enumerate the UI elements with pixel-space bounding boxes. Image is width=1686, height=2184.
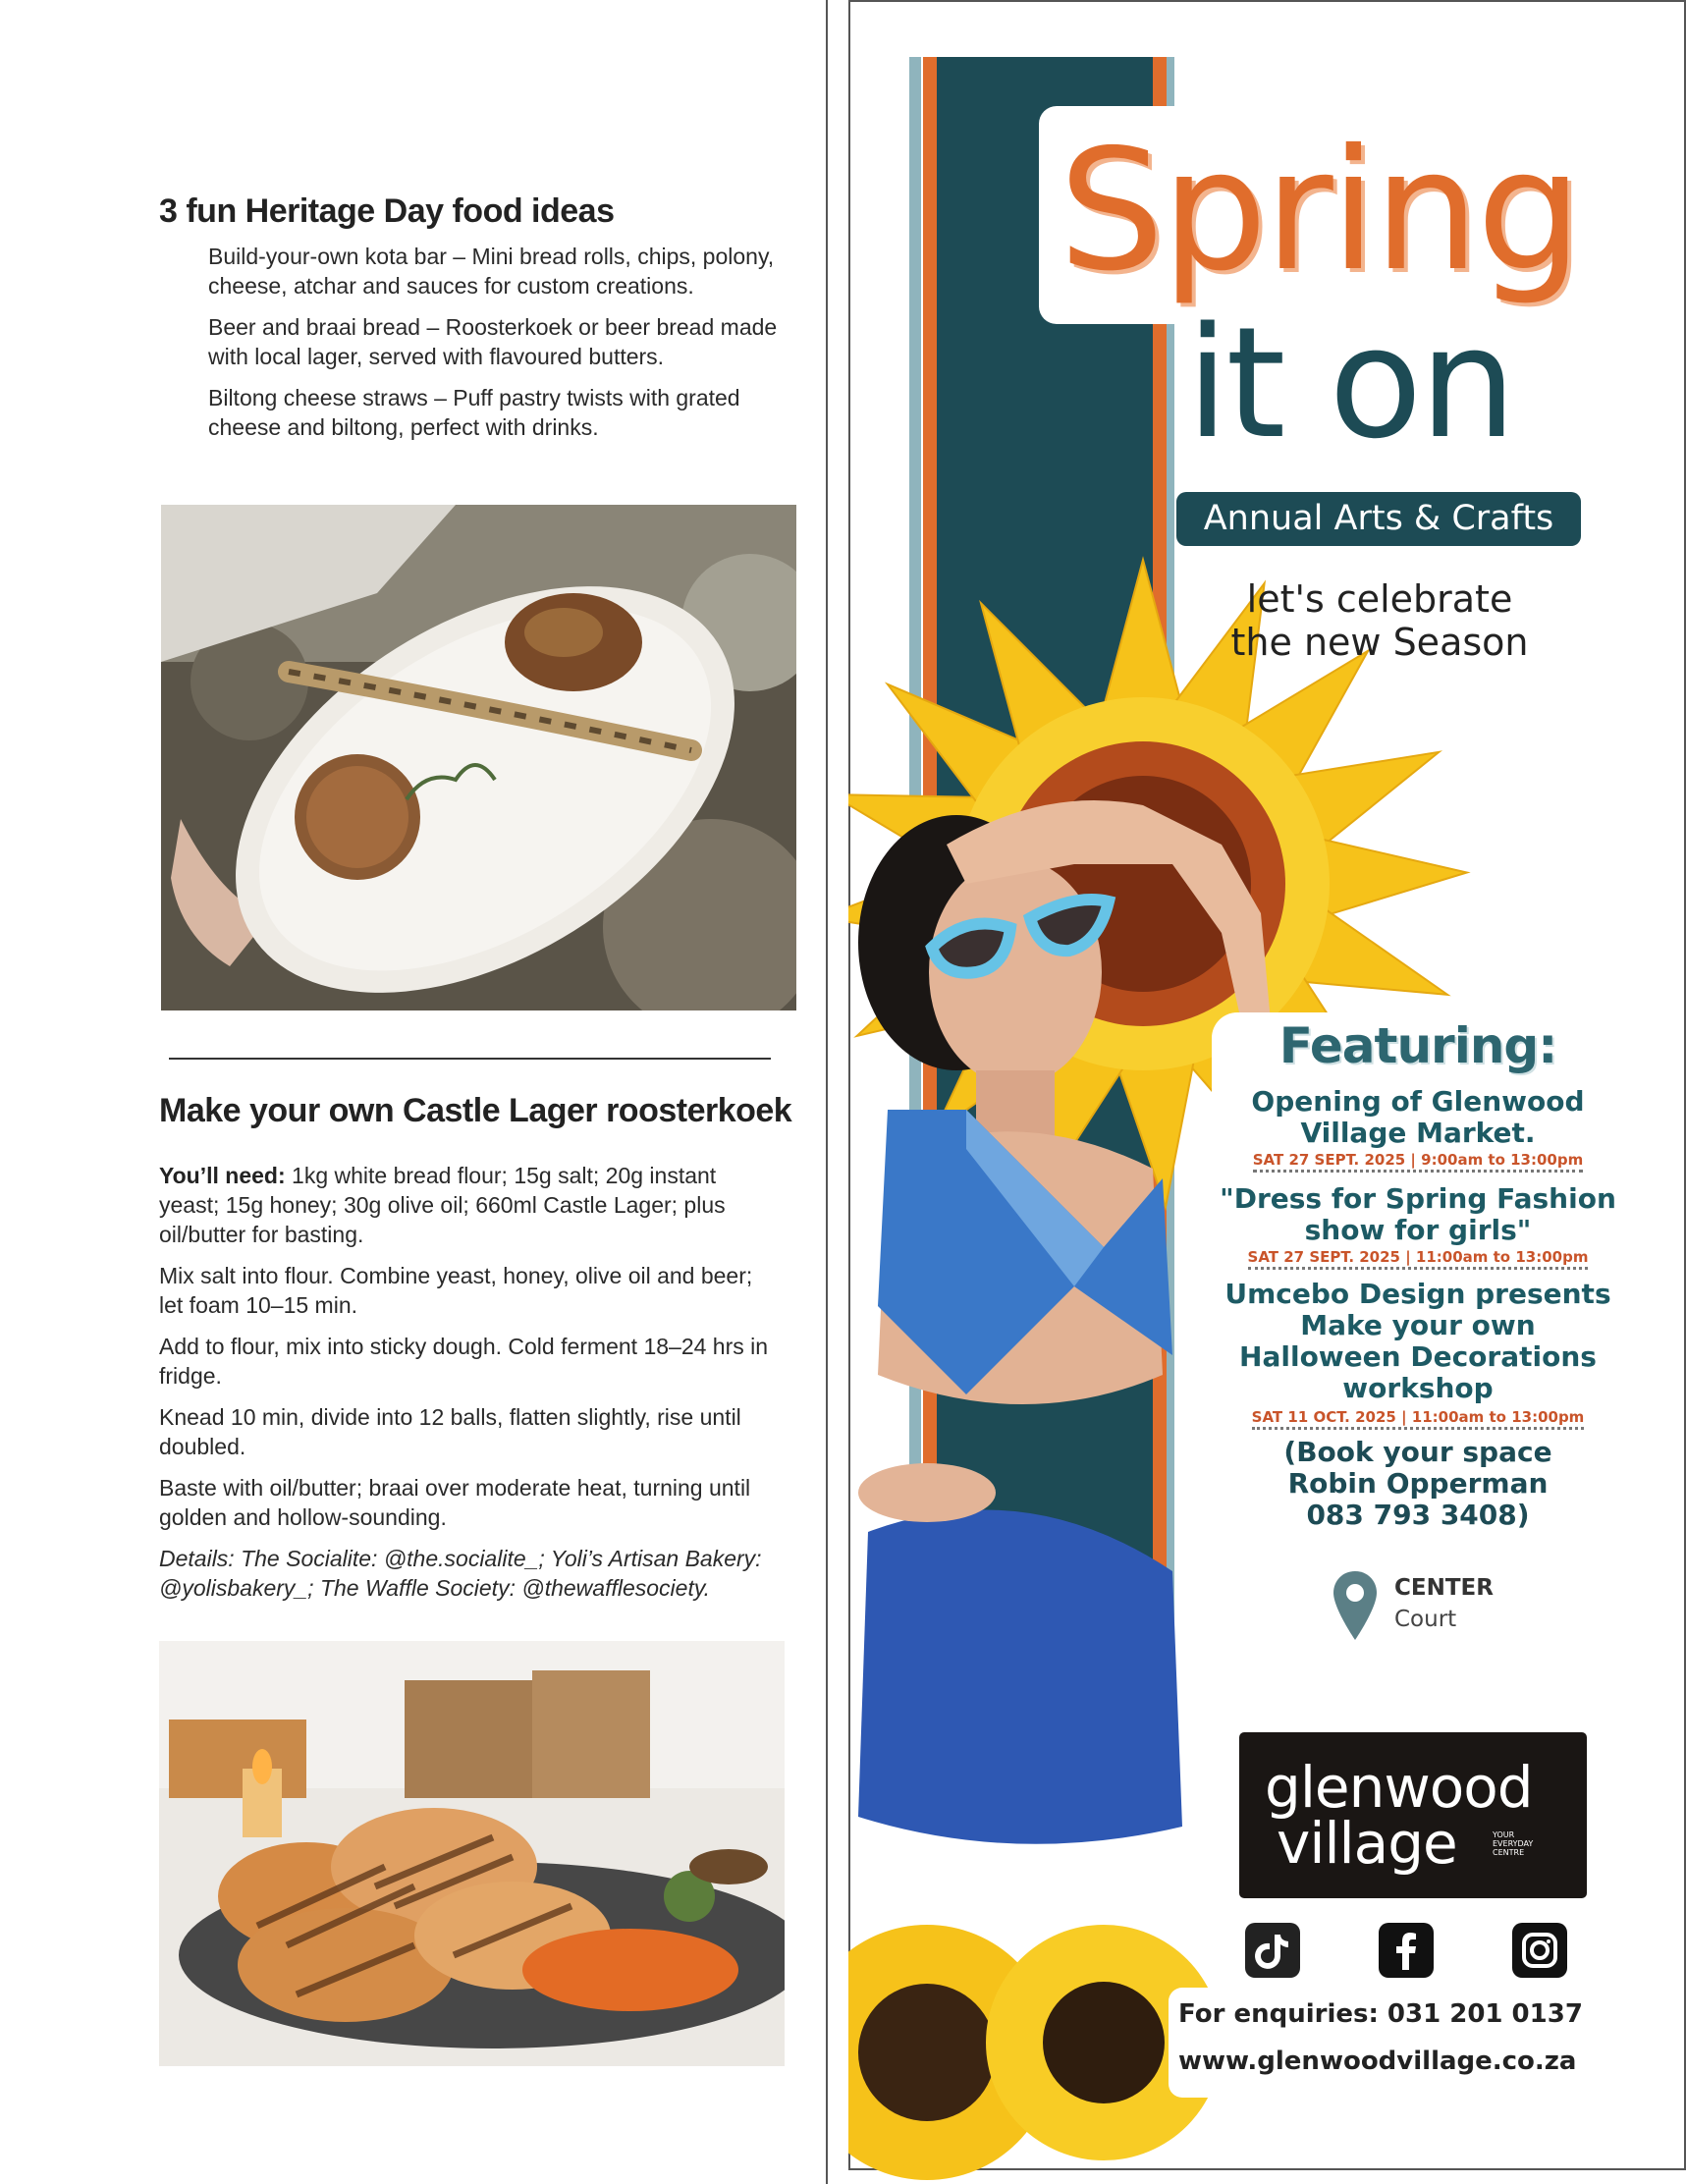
recipe-step: Mix salt into flour. Combine yeast, honey, olive oil and beer; let foam 10–15 min.: [159, 1263, 753, 1318]
booking-line: (Book your space: [1283, 1436, 1552, 1468]
poster-subtitle: Annual Arts & Crafts: [1176, 492, 1581, 546]
roosterkoek-photo: [159, 1641, 785, 2066]
event-title: "Dress for Spring Fashion: [1220, 1182, 1616, 1215]
recipe-step: Add to flour, mix into sticky dough. Cold ferment 18–24 hrs in fridge.: [159, 1334, 769, 1389]
featuring-heading: Featuring:: [1278, 1017, 1557, 1074]
event-date-text: SAT 27 SEPT. 2025 | 11:00am to 13:00pm: [1248, 1248, 1589, 1270]
facebook-icon[interactable]: [1379, 1923, 1434, 1978]
poster-title-spring: Spring: [1059, 114, 1580, 308]
heading-heritage-ideas: 3 fun Heritage Day food ideas: [159, 192, 615, 230]
booking-info: [1212, 1437, 1624, 1531]
credits-text: Details: The Socialite: @the.socialite_; Yoli’s Artisan Bakery: @yolisbakery_; The Waffle Society: @thewafflesociety.: [159, 1546, 762, 1601]
tagline-line: the new Season: [1230, 621, 1529, 664]
event-title: Umcebo Design presents: [1224, 1278, 1611, 1310]
event-title: Village Market.: [1300, 1117, 1536, 1149]
ingredients-text: 1kg white bread flour; 15g salt; 20g instant yeast; 15g honey; 30g olive oil; 660ml Castle Lager; plus oil/butter for basting.: [159, 1163, 726, 1247]
poster-title-it-on: it on: [1186, 294, 1514, 472]
instagram-icon[interactable]: [1512, 1923, 1567, 1978]
page-gutter: [826, 0, 828, 2184]
recipe-step: Baste with oil/butter; braai over moderate heat, turning until golden and hollow-sounding.: [159, 1475, 751, 1530]
heading-roosterkoek: Make your own Castle Lager roosterkoek: [159, 1092, 792, 1129]
event-title: show for girls": [1304, 1214, 1532, 1246]
event-title: workshop: [1342, 1372, 1494, 1404]
ideas-list: [208, 242, 797, 454]
logo-tagline: YOUR EVERYDAY CENTRE: [1493, 1830, 1534, 1857]
recipe-step: Knead 10 min, divide into 12 balls, flatten slightly, rise until doubled.: [159, 1404, 741, 1459]
poster-tagline: [1188, 577, 1571, 664]
event-date-text: SAT 27 SEPT. 2025 | 9:00am to 13:00pm: [1253, 1151, 1583, 1173]
booking-line: 083 793 3408): [1306, 1499, 1530, 1531]
ingredients-label: You’ll need:: [159, 1163, 286, 1188]
article-column: [0, 0, 825, 2184]
idea-item: Build-your-own kota bar – Mini bread rolls, chips, polony, cheese, atchar and sauces for custom creations.: [208, 244, 775, 299]
booking-line: Robin Opperman: [1287, 1467, 1549, 1500]
enquiries-phone: For enquiries: 031 201 0137: [1178, 1999, 1583, 2029]
location-pin-icon: [1332, 1569, 1379, 1642]
location-sublabel: Court: [1394, 1607, 1457, 1632]
idea-item: Biltong cheese straws – Puff pastry twists with grated cheese and biltong, perfect with drinks.: [208, 385, 740, 440]
event-date: [1212, 1408, 1624, 1426]
event-date: [1212, 1248, 1624, 1266]
event-title: Make your own: [1300, 1309, 1536, 1341]
event-title: Opening of Glenwood: [1251, 1085, 1585, 1118]
plate-photo: [161, 505, 796, 1010]
idea-item: Beer and braai bread – Roosterkoek or beer bread made with local lager, served with flavoured butters.: [208, 314, 778, 369]
logo-text: glenwood: [1265, 1754, 1533, 1821]
recipe-text: [159, 1161, 778, 1614]
event-date-text: SAT 11 OCT. 2025 | 11:00am to 13:00pm: [1252, 1408, 1585, 1430]
section-divider: [169, 1058, 771, 1060]
logo-text: village: [1277, 1810, 1457, 1877]
event-date: [1212, 1151, 1624, 1169]
event-title: Halloween Decorations: [1239, 1340, 1597, 1373]
spring-poster: [848, 0, 1686, 2184]
tiktok-icon[interactable]: [1245, 1923, 1300, 1978]
tagline-line: let's celebrate: [1246, 577, 1513, 621]
location-label: CENTER: [1394, 1575, 1494, 1601]
ingredients-paragraph: [159, 1161, 778, 1249]
website-link[interactable]: www.glenwoodvillage.co.za: [1178, 2047, 1577, 2076]
